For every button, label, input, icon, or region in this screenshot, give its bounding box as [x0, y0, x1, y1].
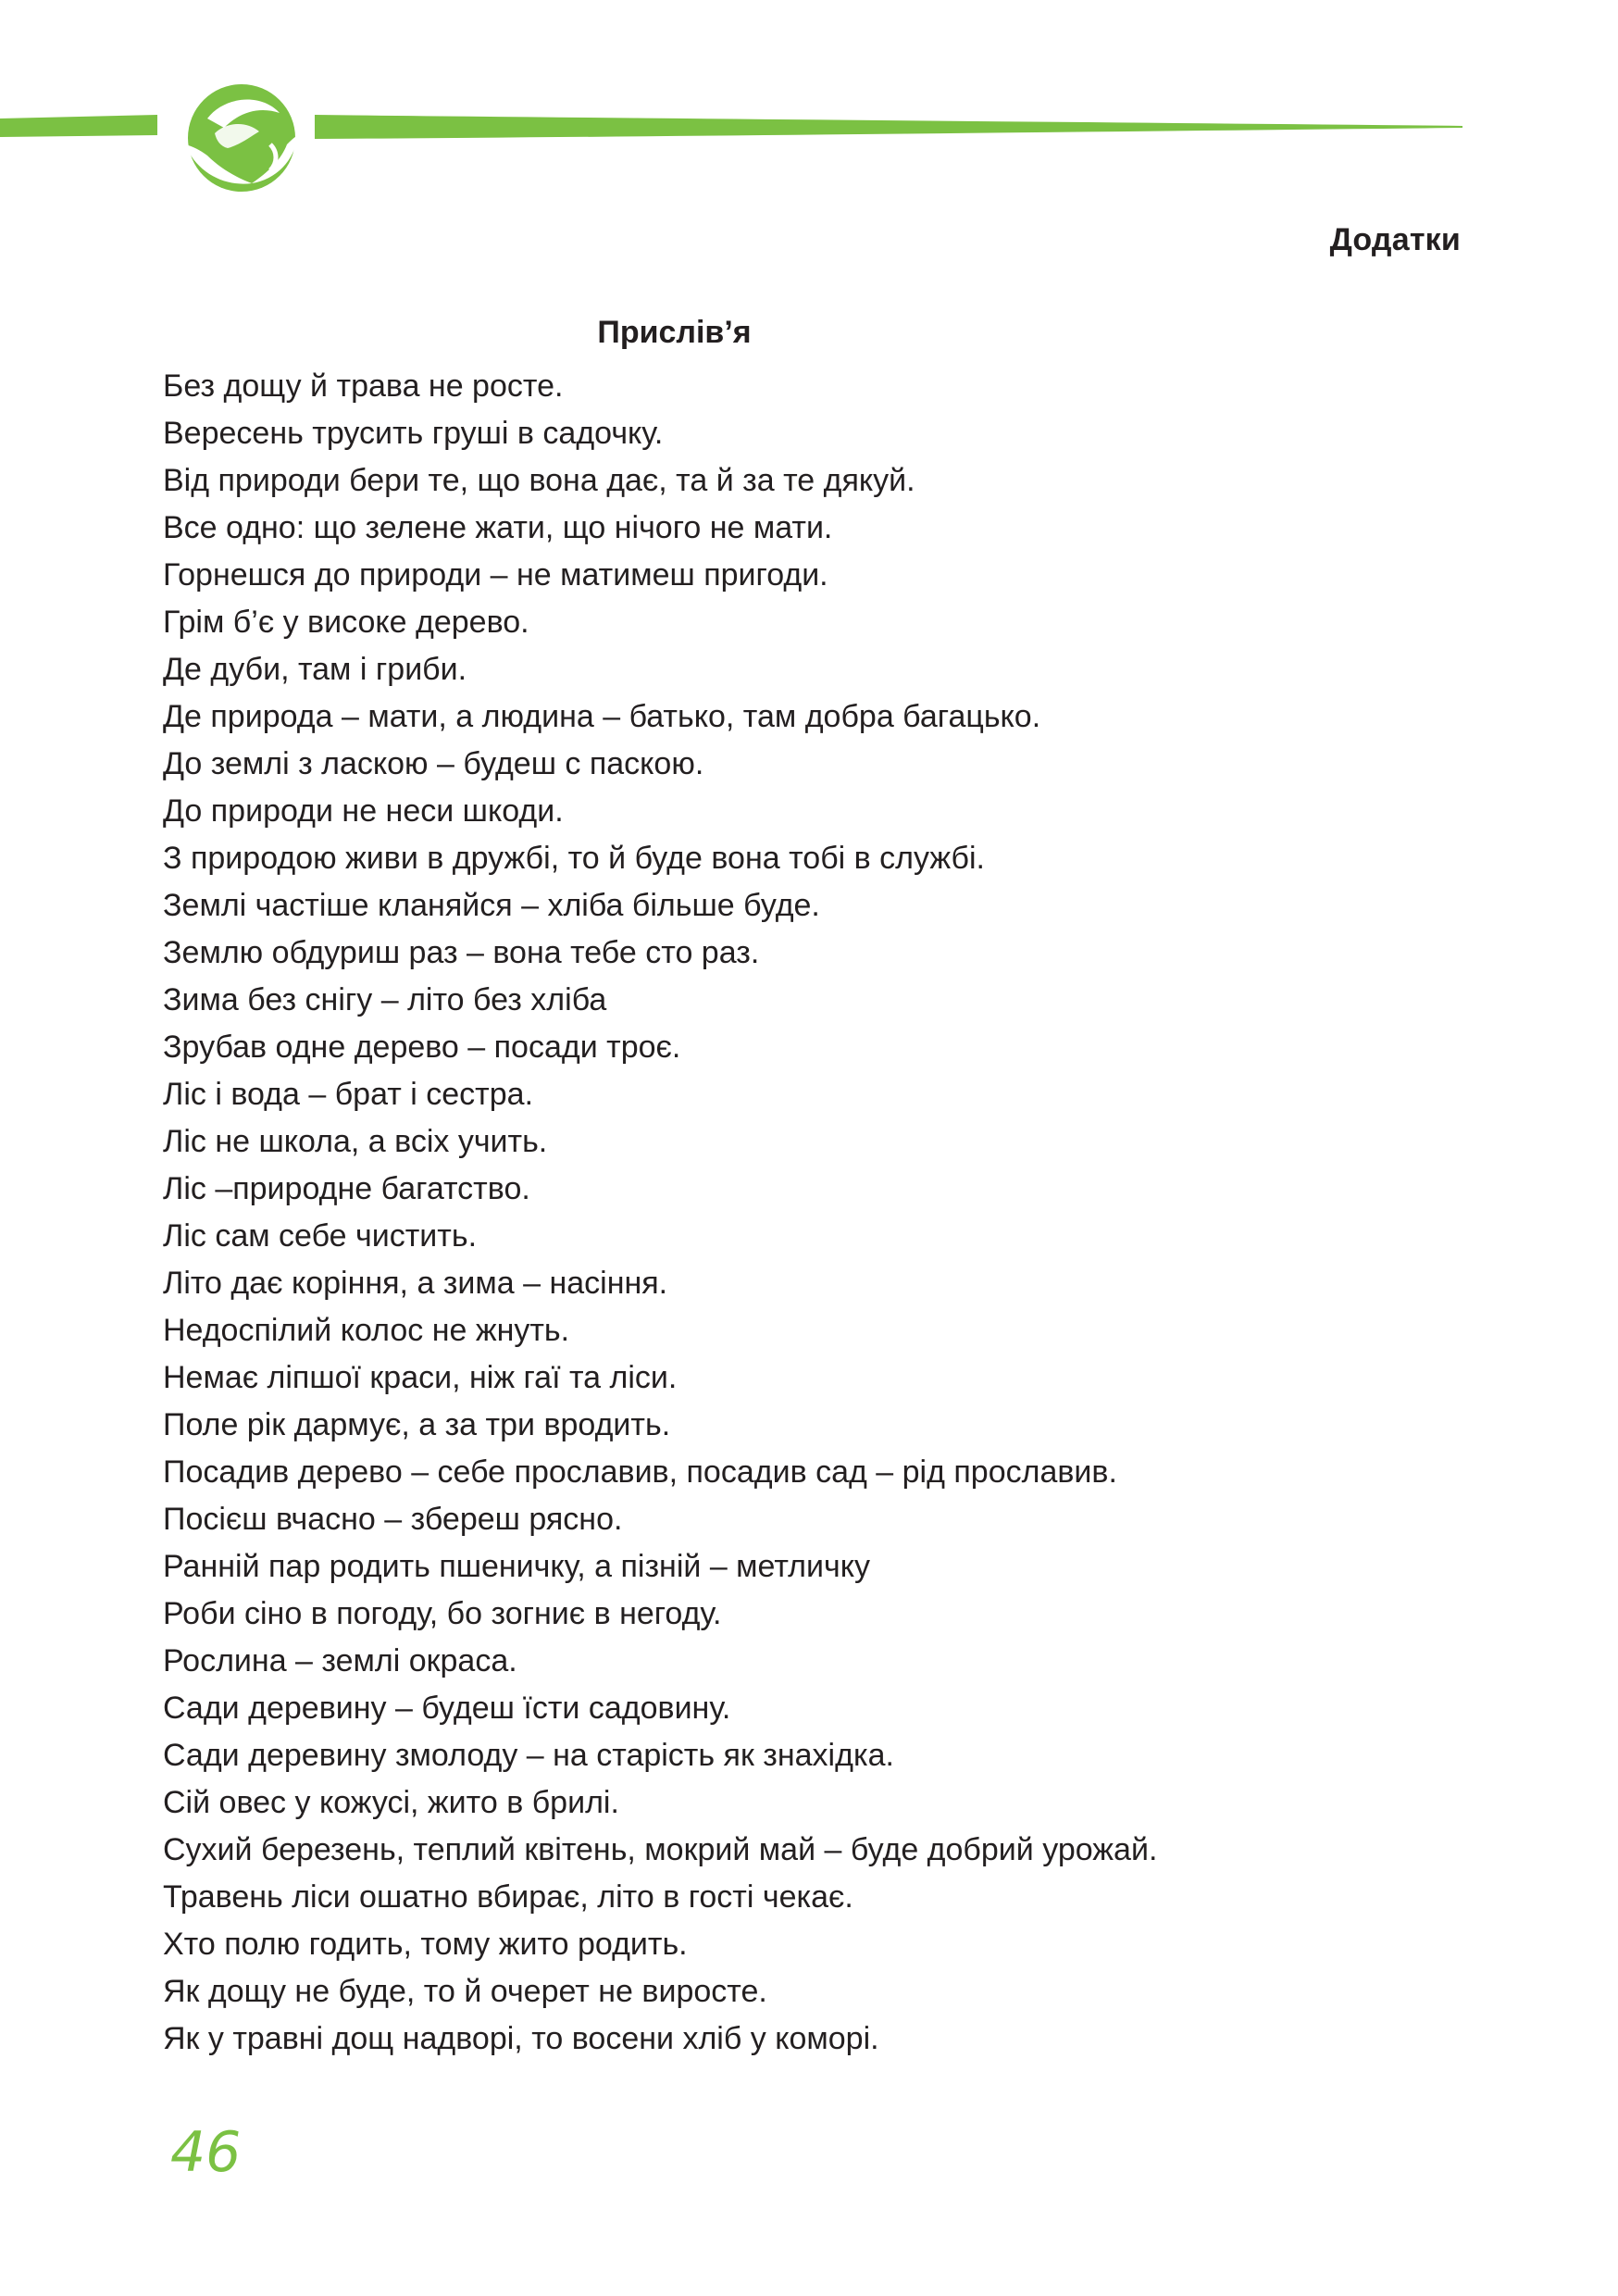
proverb-item: Все одно: що зелене жати, що нічого не мати.	[163, 510, 833, 545]
proverb-item: З природою живи в дружбі, то й буде вона тобі в службі.	[163, 841, 986, 876]
proverb-item: Сухий березень, теплий квітень, мокрий май – буде добрий урожай.	[163, 1832, 1158, 1867]
proverb-item: Ліс сам себе чистить.	[163, 1218, 478, 1254]
proverb-item: Як дощу не буде, то й очерет не виросте.	[163, 1974, 767, 2009]
proverb-item: Від природи бери те, що вона дає, та й за те дякуй.	[163, 463, 915, 498]
proverb-item: Сади деревину змолоду – на старість як знахідка.	[163, 1738, 894, 1773]
globe-leaf-hands-icon	[159, 80, 324, 196]
proverb-item: Де дуби, там і гриби.	[163, 652, 467, 687]
page-number: 46	[170, 2120, 242, 2185]
proverb-item: Зрубав одне дерево – посади троє.	[163, 1029, 681, 1065]
proverb-item: Літо дає коріння, а зима – насіння.	[163, 1266, 668, 1301]
proverb-item: Грім б’є у високе дерево.	[163, 605, 529, 640]
proverb-item: Посадив дерево – себе прославив, посадив сад – рід прославив.	[163, 1454, 1117, 1490]
proverb-item: До землі з ласкою – будеш с паскою.	[163, 746, 704, 781]
proverb-item: Сій овес у кожусі, жито в брилі.	[163, 1785, 619, 1820]
proverb-item: Землі частіше кланяйся – хліба більше буде.	[163, 888, 820, 923]
proverb-item: Поле рік дармує, а за три вродить.	[163, 1407, 671, 1442]
proverb-item: Ранній пар родить пшеничку, а пізній – метличку	[163, 1549, 870, 1584]
proverb-item: Недоспілий колос не жнуть.	[163, 1313, 570, 1348]
proverb-item: Зима без снігу – літо без хліба	[163, 982, 607, 1017]
proverb-item: Ліс –природне багатство.	[163, 1171, 530, 1206]
proverb-item: Без дощу й трава не росте.	[163, 368, 564, 404]
section-label: Додатки	[1329, 222, 1461, 257]
proverb-item: Роби сіно в погоду, бо зогниє в негоду.	[163, 1596, 722, 1631]
proverb-item: Ліс і вода – брат і сестра.	[163, 1077, 534, 1112]
proverb-item: Де природа – мати, а людина – батько, там добра багацько.	[163, 699, 1041, 734]
proverb-item: Травень ліси ошатно вбирає, літо в гості чекає.	[163, 1879, 853, 1915]
proverb-list	[163, 363, 1459, 2063]
proverb-item: Немає ліпшої краси, ніж гаї та ліси.	[163, 1360, 678, 1395]
proverb-item: До природи не неси шкоди.	[163, 793, 564, 829]
proverb-item: Землю обдуриш раз – вона тебе сто раз.	[163, 935, 760, 970]
proverb-item: Вересень трусить груші в садочку.	[163, 416, 664, 451]
proverb-item: Як у травні дощ надворі, то восени хліб у коморі.	[163, 2021, 879, 2056]
proverb-item: Хто полю годить, тому жито родить.	[163, 1927, 688, 1962]
page-title: Прислів’я	[597, 315, 752, 350]
proverb-item: Ліс не школа, а всіх учить.	[163, 1124, 548, 1159]
proverb-item: Рослина – землі окраса.	[163, 1643, 517, 1678]
proverb-item: Горнешся до природи – не матимеш пригоди.	[163, 557, 828, 593]
proverb-item: Посієш вчасно – збереш рясно.	[163, 1502, 623, 1537]
proverb-item: Сади деревину – будеш їсти садовину.	[163, 1691, 731, 1726]
proverbs-section	[163, 313, 1459, 2063]
